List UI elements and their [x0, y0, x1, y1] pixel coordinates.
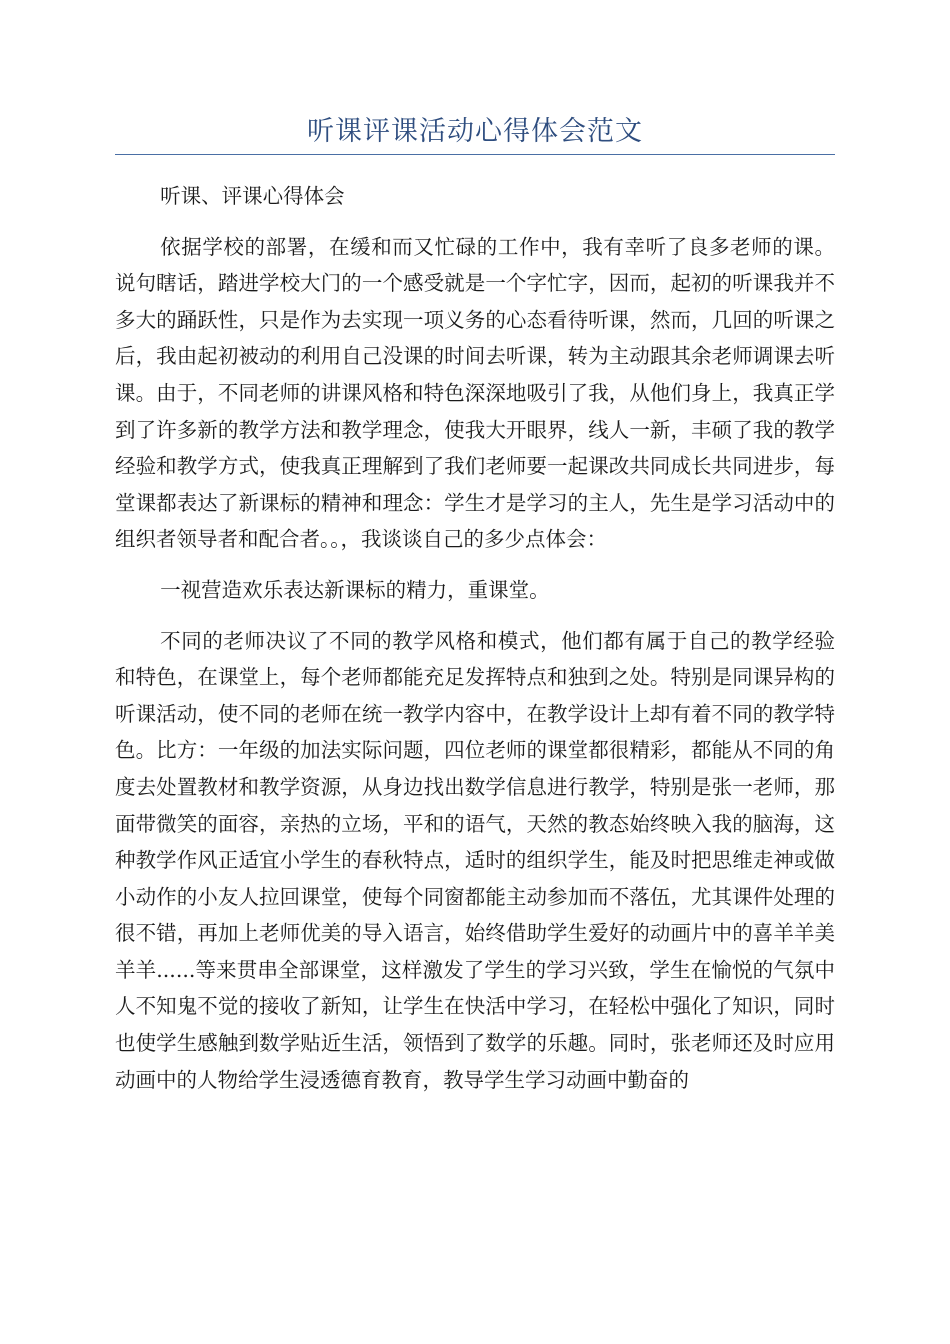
document-body: [115, 178, 835, 1112]
paragraph: 不同的老师决议了不同的教学风格和模式，他们都有属于自己的教学经验和特色，在课堂上，每个老师都能充足发挥特点和独到之处。特别是同课异构的听课活动，使不同的老师在统一教学内容中，在教学设计上却有着不同的教学特色。比方：一年级的加法实际问题，四位老师的课堂都很精彩，都能从不同的角度去处置教材和教学资源，从身边找出数学信息进行教学，特别是张一老师，那面带微笑的面容，亲热的立场，平和的语气，天然的教态始终映入我的脑海，这种教学作风正适宜小学生的春秋特点，适时的组织学生，能及时把思维走神或做小动作的小友人拉回课堂，使每个同窗都能主动参加而不落伍，尤其课件处理的很不错，再加上老师优美的导入语言，始终借助学生爱好的动画片中的喜羊羊美羊羊......等来贯串全部课堂，这样激发了学生的学习兴致，学生在愉悦的气氛中人不知鬼不觉的接收了新知，让学生在快活中学习，在轻松中强化了知识，同时也使学生感触到数学贴近生活，领悟到了数学的乐趣。同时，张老师还及时应用动画中的人物给学生浸透德育教育，教导学生学习动画中勤奋的: [115, 628, 835, 1092]
paragraph-subtitle: 听课、评课心得体会: [160, 184, 345, 208]
paragraph-heading: 一视营造欢乐表达新课标的精力，重课堂。: [160, 577, 550, 602]
paragraph: 依据学校的部署，在缓和而又忙碌的工作中，我有幸听了良多老师的课。说句瞎话，踏进学校大门的一个感受就是一个字忙字，因而，起初的听课我并不多大的踊跃性，只是作为去实现一项义务的心态看待听课，然而，几回的听课之后，我由起初被动的利用自己没课的时间去听课，转为主动跟其余老师调课去听课。由于，不同老师的讲课风格和特色深深地吸引了我，从他们身上，我真正学到了许多新的教学方法和教学理念，使我大开眼界，线人一新，丰硕了我的教学经验和教学方式，使我真正理解到了我们老师要一起课改共同成长共同进步，每堂课都表达了新课标的精神和理念：学生才是学习的主人，先生是学习活动中的组织者领导者和配合者。。，我谈谈自己的多少点体会：: [115, 234, 835, 552]
document-title: 听课评课活动心得体会范文: [307, 116, 643, 147]
title-underline: [115, 154, 835, 155]
